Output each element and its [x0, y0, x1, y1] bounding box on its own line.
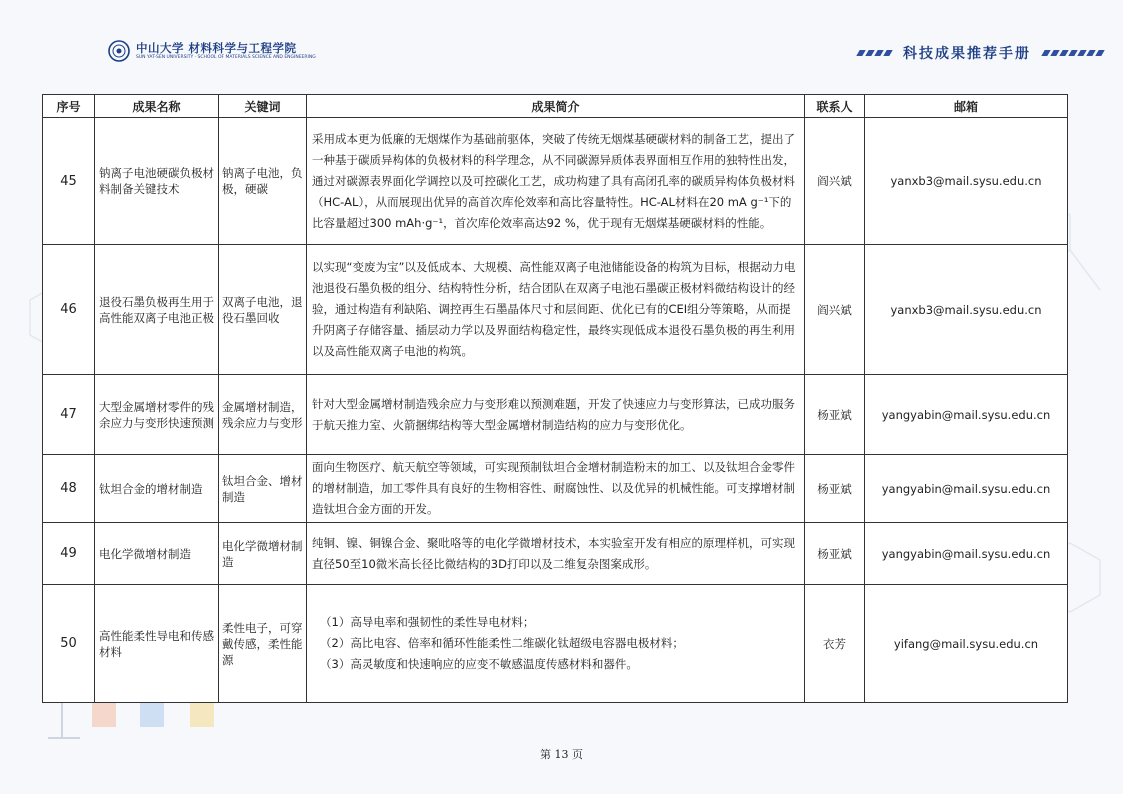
- logo-subtitle: SUN YAT-SEN UNIVERSITY · SCHOOL OF MATERIALS SCIENCE AND ENGINEERING: [136, 55, 316, 60]
- row-num: 46: [43, 245, 95, 375]
- achievements-table: [42, 94, 1068, 703]
- row-name: 钛坦合金的增材制造: [95, 455, 219, 523]
- row-summary: 采用成本更为低廉的无烟煤作为基础前驱体，突破了传统无烟煤基硬碳材料的制备工艺，提出了一种基于碳质异构体的负极材料的科学理念，从不同碳源异质体表界面相互作用的独特性出发，通过对碳源表界面化学调控以及可控碳化工艺，成功构建了具有高闭孔率的碳质异构体负极材料（HC-AL），从而展现出优异的高首次库伦效率和高比容量特性。HC-AL材料在20 mA g⁻¹下的比容量超过300 mAh·g⁻¹，首次库伦效率高达92 %，优于现有无烟煤基硬碳材料的性能。: [307, 118, 805, 245]
- row-keywords: 电化学微增材制造: [219, 523, 307, 585]
- row-contact: 杨亚斌: [805, 455, 865, 523]
- row-email: yangyabin@mail.sysu.edu.cn: [865, 455, 1068, 523]
- row-contact: 阎兴斌: [805, 245, 865, 375]
- row-summary-list: [307, 585, 805, 703]
- row-email: yanxb3@mail.sysu.edu.cn: [865, 118, 1068, 245]
- page-header: [0, 0, 1123, 92]
- row-keywords: 柔性电子，可穿戴传感，柔性能源: [219, 585, 307, 703]
- row-name: 高性能柔性导电和传感材料: [95, 585, 219, 703]
- university-logo: [108, 40, 316, 62]
- page-number: 第 13 页: [540, 748, 583, 761]
- row-num: 48: [43, 455, 95, 523]
- row-contact: 杨亚斌: [805, 375, 865, 455]
- summary-item: （2）高比电容、倍率和循环性能柔性二维碳化钛超级电容器电极材料；: [320, 636, 684, 650]
- table-row: [43, 523, 1068, 585]
- table-row: [43, 118, 1068, 245]
- col-header-summary: 成果简介: [307, 95, 805, 118]
- handbook-title-block: [858, 43, 1103, 63]
- table-row: [43, 455, 1068, 523]
- stripe-decoration-left: [858, 50, 891, 56]
- row-name: 退役石墨负极再生用于高性能双离子电池正极: [95, 245, 219, 375]
- table-row: [43, 375, 1068, 455]
- row-keywords: 金属增材制造，残余应力与变形: [219, 375, 307, 455]
- table-row: [43, 585, 1068, 703]
- row-email: yangyabin@mail.sysu.edu.cn: [865, 375, 1068, 455]
- row-num: 50: [43, 585, 95, 703]
- row-summary: 以实现“变废为宝”以及低成本、大规模、高性能双离子电池储能设备的构筑为目标，根据动力电池退役石墨负极的组分、结构特性分析，结合团队在双离子电池石墨碳正极材料微结构设计的经验，通过构造有利缺陷、调控再生石墨晶体尺寸和层间距、优化已有的CEI组分等策略，从而提升阴离子存储容量、插层动力学以及界面结构稳定性，最终实现低成本退役石墨负极的再生利用以及高性能双离子电池的构筑。: [307, 245, 805, 375]
- col-header-contact: 联系人: [805, 95, 865, 118]
- row-keywords: 钛坦合金、增材制造: [219, 455, 307, 523]
- row-num: 49: [43, 523, 95, 585]
- row-name: 电化学微增材制造: [95, 523, 219, 585]
- row-contact: 阎兴斌: [805, 118, 865, 245]
- row-summary: 面向生物医疗、航天航空等领域，可实现预制钛坦合金增材制造粉末的加工、以及钛坦合金零件的增材制造，加工零件具有良好的生物相容性、耐腐蚀性、以及优异的机械性能。可支撑增材制造钛坦合金方面的开发。: [307, 455, 805, 523]
- stripe-decoration-right: [1043, 50, 1103, 56]
- row-keywords: 双离子电池，退役石墨回收: [219, 245, 307, 375]
- row-contact: 杨亚斌: [805, 523, 865, 585]
- row-name: 钠离子电池硬碳负极材料制备关键技术: [95, 118, 219, 245]
- summary-item: （1）高导电率和强韧性的柔性导电材料；: [320, 615, 535, 629]
- col-header-keywords: 关键词: [219, 95, 307, 118]
- row-name: 大型金属增材零件的残余应力与变形快速预测: [95, 375, 219, 455]
- row-email: yangyabin@mail.sysu.edu.cn: [865, 523, 1068, 585]
- col-header-name: 成果名称: [95, 95, 219, 118]
- row-num: 47: [43, 375, 95, 455]
- summary-item: （3）高灵敏度和快速响应的应变不敏感温度传感材料和器件。: [320, 657, 638, 671]
- table-row: [43, 245, 1068, 375]
- row-email: yifang@mail.sysu.edu.cn: [865, 585, 1068, 703]
- col-header-email: 邮箱: [865, 95, 1068, 118]
- row-keywords: 钠离子电池，负极，硬碳: [219, 118, 307, 245]
- emblem-icon: [108, 40, 130, 62]
- table-header-row: [43, 95, 1068, 118]
- col-header-num: 序号: [43, 95, 95, 118]
- row-summary: 针对大型金属增材制造残余应力与变形难以预测难题，开发了快速应力与变形算法，已成功服务于航天推力室、火箭捆绑结构等大型金属增材制造结构的应力与变形优化。: [307, 375, 805, 455]
- row-num: 45: [43, 118, 95, 245]
- logo-title: 中山大学 材料科学与工程学院: [136, 41, 297, 55]
- row-contact: 衣芳: [805, 585, 865, 703]
- row-email: yanxb3@mail.sysu.edu.cn: [865, 245, 1068, 375]
- row-summary: 纯铜、镍、铜镍合金、聚吡咯等的电化学微增材技术，本实验室开发有相应的原理样机，可实现直径50至10微米高长径比微结构的3D打印以及二维复杂图案成形。: [307, 523, 805, 585]
- handbook-title: 科技成果推荐手册: [903, 46, 1031, 62]
